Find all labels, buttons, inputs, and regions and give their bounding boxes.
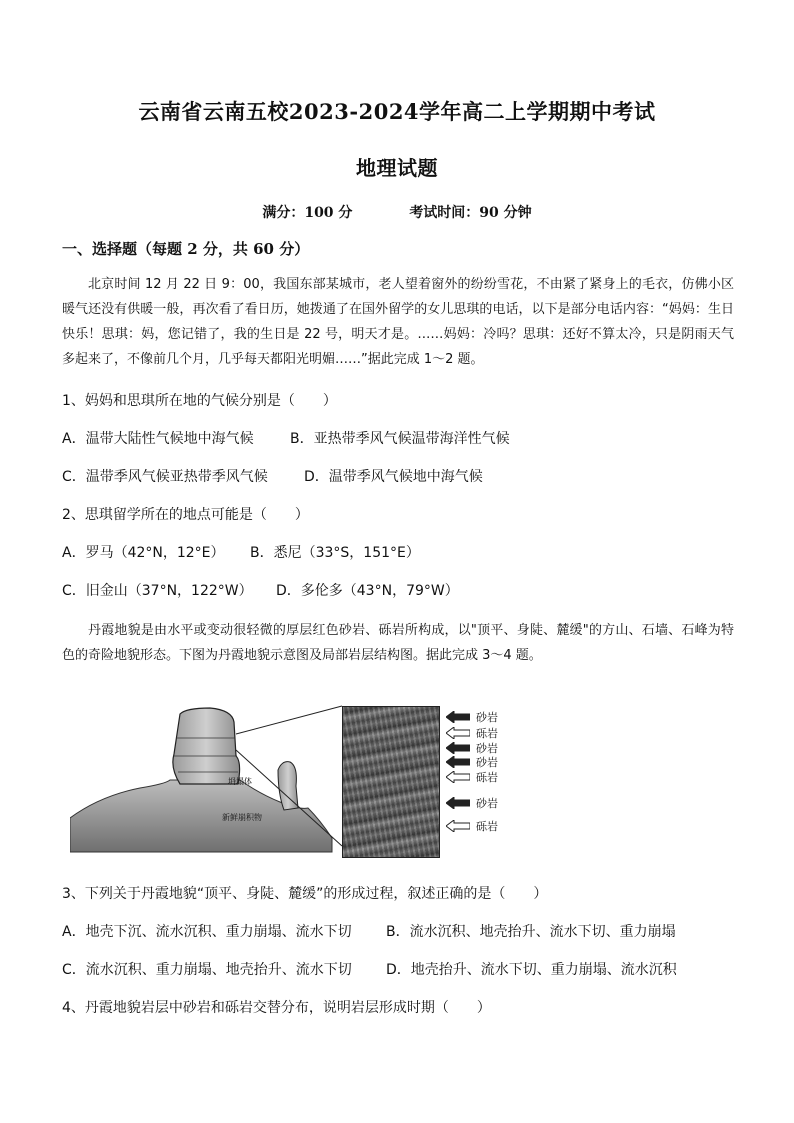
q2-option-b: B．悉尼（33°S，151°E） — [250, 545, 420, 561]
rock-layer-label: 砂岩 — [476, 797, 498, 810]
q3-option-a: A．地壳下沉、流水沉积、重力崩塌、流水下切 — [62, 924, 352, 940]
deposit-label: 新鲜崩积物 — [222, 813, 262, 822]
q3-option-b: B．流水沉积、地壳抬升、流水下切、重力崩塌 — [386, 924, 676, 940]
rock-layer-item — [446, 819, 498, 833]
rock-layer-photo — [342, 706, 440, 858]
exam-meta — [0, 202, 794, 222]
left-arrow-icon — [446, 820, 470, 832]
question-1-stem: 1、妈妈和思琪所在地的气候分别是（ ） — [62, 393, 337, 409]
left-arrow-icon — [446, 742, 470, 754]
left-arrow-icon — [446, 756, 470, 768]
q1-option-d: D．温带季风气候地中海气候 — [304, 469, 483, 485]
left-arrow-icon — [446, 771, 470, 783]
rock-layer-label: 砂岩 — [476, 742, 498, 755]
question-4-stem: 4、丹霞地貌岩层中砂岩和砾岩交替分布，说明岩层形成时期（ ） — [62, 1000, 491, 1016]
full-score: 满分：100 分 — [262, 205, 353, 221]
danxia-landform-figure — [70, 698, 510, 856]
q2-option-a: A．罗马（42°N，12°E） — [62, 545, 225, 561]
rock-layer-item — [446, 755, 498, 769]
q1-option-c: C．温带季风气候亚热带季风气候 — [62, 469, 268, 485]
collapse-label: 坍塌体 — [228, 777, 252, 786]
q3-option-d: D．地壳抬升、流水下切、重力崩塌、流水沉积 — [386, 962, 677, 978]
question-2-stem: 2、思琪留学所在的地点可能是（ ） — [62, 507, 309, 523]
rock-layer-item — [446, 770, 498, 784]
exam-title: 云南省云南五校2023-2024学年高二上学期期中考试 — [138, 99, 656, 124]
left-arrow-icon — [446, 797, 470, 809]
q1-option-a: A．温带大陆性气候地中海气候 — [62, 431, 254, 447]
rock-layer-label: 砂岩 — [476, 711, 498, 724]
q1-option-b: B．亚热带季风气候温带海洋性气候 — [290, 431, 510, 447]
rock-layer-label: 砂岩 — [476, 756, 498, 769]
rock-layer-label: 砾岩 — [476, 727, 498, 740]
rock-layer-item — [446, 710, 498, 724]
exam-time: 考试时间：90 分钟 — [409, 205, 532, 221]
rock-layer-item — [446, 726, 498, 740]
passage-1: 北京时间 12 月 22 日 9：00，我国东部某城市，老人望着窗外的纷纷雪花，不由紧了紧身上的毛衣，仿佛小区暖气还没有供暖一般，再次看了看日历，她拨通了在国外留学的女儿思琪的电话，以下是部分电话内容：“妈妈：生日快乐！思琪：妈，您记错了，我的生日是 22 号，明天才是。……妈妈：冷吗？思琪：还好不算太冷，只是阴雨天气多起来了，不像前几个月，几乎每天都阳光明媚……”据此完成 1～2 题。 — [62, 277, 734, 367]
q2-option-c: C．旧金山（37°N，122°W） — [62, 583, 253, 599]
rock-layer-item — [446, 796, 498, 810]
section-title: 一、选择题（每题 2 分，共 60 分） — [62, 240, 310, 258]
rock-layer-item — [446, 741, 498, 755]
q3-option-c: C．流水沉积、重力崩塌、地壳抬升、流水下切 — [62, 962, 352, 978]
exam-subject: 地理试题 — [356, 156, 438, 180]
question-3-stem: 3、下列关于丹霞地貌“顶平、身陡、麓缓”的形成过程，叙述正确的是（ ） — [62, 886, 548, 902]
left-arrow-icon — [446, 727, 470, 739]
q2-option-d: D．多伦多（43°N，79°W） — [276, 583, 459, 599]
left-arrow-icon — [446, 711, 470, 723]
passage-2: 丹霞地貌是由水平或变动很轻微的厚层红色砂岩、砾岩所构成，以"顶平、身陡、麓缓"的方山、石墙、石峰为特色的奇险地貌形态。下图为丹霞地貌示意图及局部岩层结构图。据此完成 3～4 题。 — [62, 623, 734, 663]
rock-layer-label: 砾岩 — [476, 820, 498, 833]
rock-layer-label: 砾岩 — [476, 771, 498, 784]
